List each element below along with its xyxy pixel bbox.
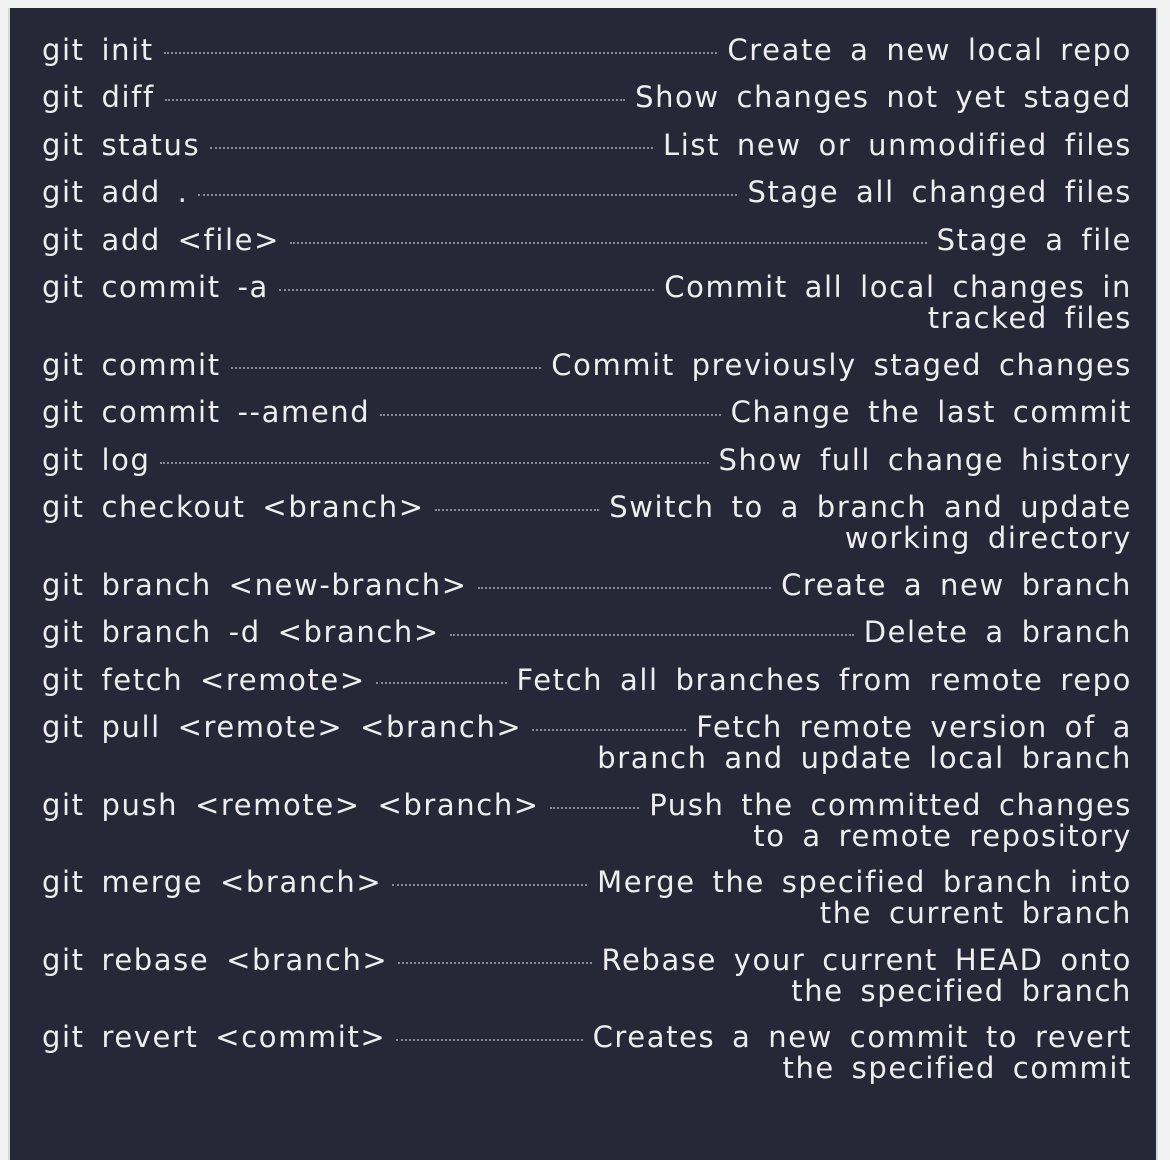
dotted-leader (164, 52, 718, 54)
dotted-leader (290, 242, 927, 244)
command-text: git commit --amend (42, 395, 371, 430)
dotted-leader (392, 884, 587, 886)
dotted-leader (396, 1039, 582, 1041)
dotted-leader (398, 962, 591, 964)
command-description: Commit previously staged changes (551, 347, 1132, 382)
command-text: git commit -a (42, 270, 269, 305)
command-row-branch-delete (42, 609, 1132, 657)
command-row-merge (42, 859, 1132, 937)
command-text: git status (42, 127, 201, 162)
dotted-leader (198, 194, 737, 196)
command-text: git branch <new-branch> (42, 567, 468, 602)
dotted-leader (550, 807, 640, 809)
command-description: Create a new branch (781, 567, 1132, 602)
command-description: Fetch all branches from remote repo (516, 662, 1132, 697)
command-row-rebase (42, 936, 1132, 1014)
command-row-pull (42, 704, 1132, 782)
command-text: git branch -d <branch> (42, 615, 440, 650)
command-description: Stage all changed files (747, 175, 1132, 210)
command-description: Merge the specified branch into (597, 865, 1132, 900)
command-description-continued: tracked files (927, 301, 1132, 335)
command-description: List new or unmodified files (663, 127, 1132, 162)
command-description: Commit all local changes in (664, 270, 1132, 305)
command-description: Change the last commit (730, 395, 1132, 430)
command-description-continued: the current branch (819, 896, 1132, 930)
command-text: git push <remote> <branch> (42, 787, 540, 822)
command-row-add-all (42, 169, 1132, 217)
command-text: git init (42, 32, 154, 67)
command-description: Rebase your current HEAD onto (601, 942, 1132, 977)
command-row-status (42, 121, 1132, 169)
command-description: Create a new local repo (727, 32, 1132, 67)
dotted-leader (380, 414, 720, 416)
command-row-log (42, 436, 1132, 484)
dotted-leader (165, 99, 625, 101)
dotted-leader (435, 509, 600, 511)
command-description: Fetch remote version of a (696, 710, 1132, 745)
command-description: Show changes not yet staged (635, 80, 1132, 115)
command-description: Push the committed changes (649, 787, 1132, 822)
command-description-continued: working directory (844, 521, 1132, 555)
dotted-leader (210, 147, 653, 149)
dotted-leader (376, 682, 507, 684)
command-text: git log (42, 442, 151, 477)
command-text: git commit (42, 347, 221, 382)
command-text: git diff (42, 80, 155, 115)
command-description-continued: branch and update local branch (597, 741, 1132, 775)
command-row-commit-a (42, 264, 1132, 342)
command-description: Creates a new commit to revert (592, 1020, 1132, 1055)
command-row-push (42, 781, 1132, 859)
command-text: git merge <branch> (42, 865, 383, 900)
command-text: git add . (42, 175, 189, 210)
dotted-leader (532, 729, 686, 731)
command-description: Switch to a branch and update (609, 490, 1132, 525)
command-row-commit-amend (42, 389, 1132, 437)
command-row-init (42, 26, 1132, 74)
dotted-leader (160, 462, 708, 464)
command-text: git fetch <remote> (42, 662, 366, 697)
command-row-checkout (42, 484, 1132, 562)
command-description-continued: to a remote repository (753, 818, 1132, 853)
command-description: Delete a branch (863, 615, 1132, 650)
command-description: Show full change history (718, 442, 1132, 477)
command-text: git pull <remote> <branch> (42, 710, 523, 745)
dotted-leader (231, 367, 542, 369)
command-row-branch-new (42, 561, 1132, 609)
command-text: git add <file> (42, 222, 281, 257)
command-text: git revert <commit> (42, 1020, 387, 1055)
command-description-continued: the specified branch (791, 973, 1132, 1008)
dotted-leader (450, 634, 854, 636)
command-row-revert (42, 1014, 1132, 1092)
dotted-leader (478, 587, 771, 589)
command-row-commit (42, 341, 1132, 389)
command-row-add-file (42, 216, 1132, 264)
command-description-continued: the specified commit (782, 1051, 1132, 1085)
command-description: Stage a file (936, 222, 1132, 257)
git-command-list (42, 26, 1132, 1091)
command-text: git rebase <branch> (42, 942, 389, 977)
cheat-sheet-panel (8, 8, 1158, 1160)
command-row-fetch (42, 656, 1132, 704)
command-text: git checkout <branch> (42, 490, 425, 525)
command-row-diff (42, 74, 1132, 122)
dotted-leader (279, 289, 654, 291)
